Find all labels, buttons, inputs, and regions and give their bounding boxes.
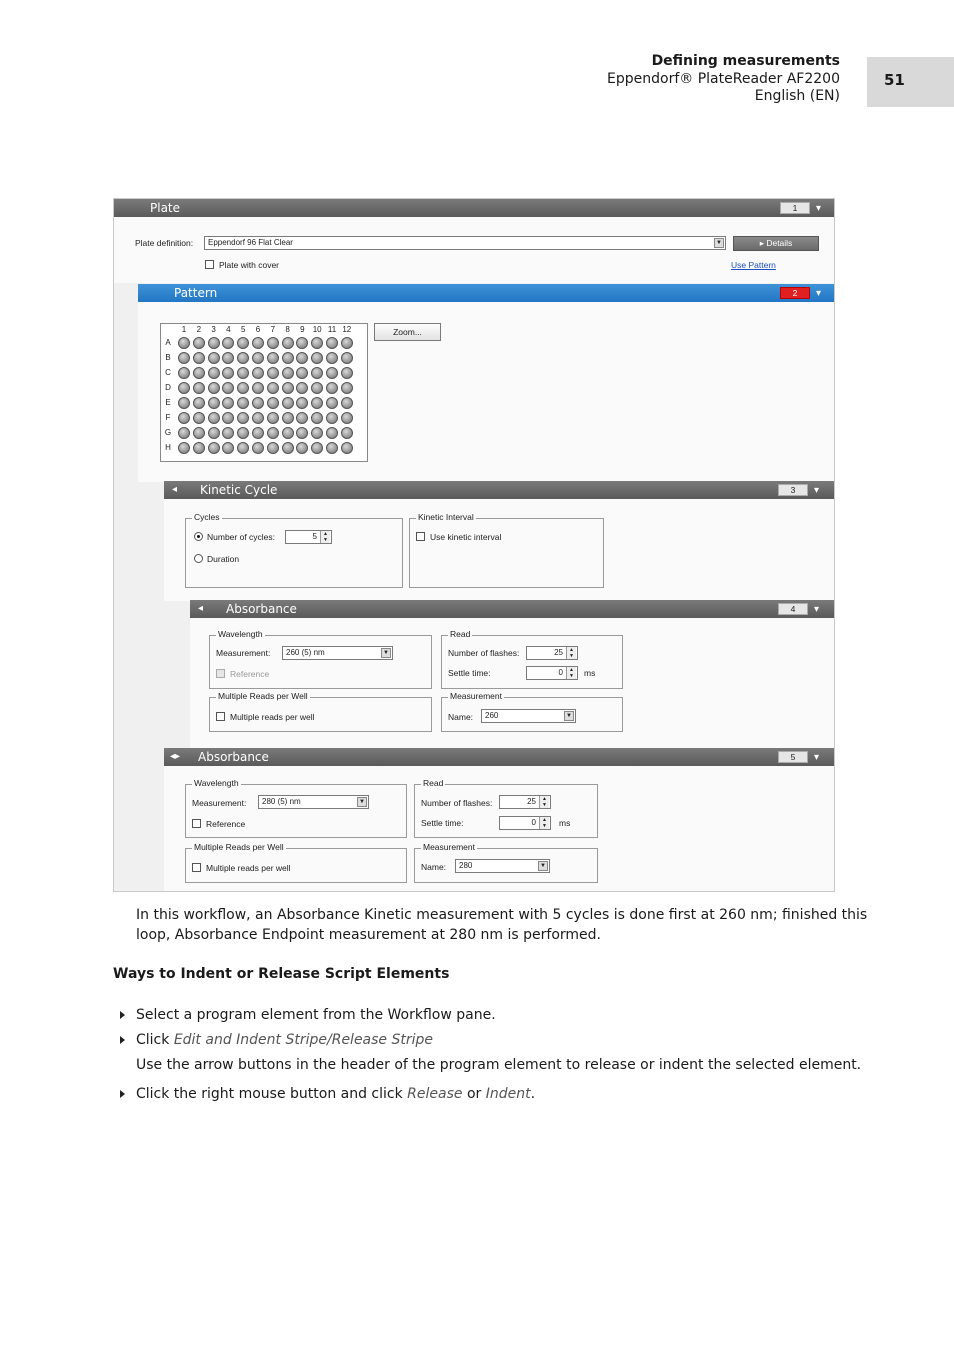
read-group-label: Read — [423, 778, 444, 788]
release-arrows-icon[interactable]: ◂▸ — [170, 751, 181, 762]
spinner-icon[interactable]: ▲ ▼ — [539, 817, 549, 829]
plate-column-label[interactable]: 2 — [196, 325, 202, 334]
plate-well[interactable] — [311, 397, 323, 409]
details-button-label: Details — [766, 238, 793, 248]
plate-well[interactable] — [237, 442, 249, 454]
caption-line-1: In this workflow, an Absorbance Kinetic measurement with 5 cycles is done first at 260 nm; finished this — [136, 907, 868, 923]
plate-well[interactable] — [193, 382, 205, 394]
chevron-down-icon[interactable]: ▾ — [816, 288, 822, 299]
plate-column-label[interactable]: 4 — [226, 325, 231, 334]
step-2-command: Edit and Indent Stripe/Release Stripe — [173, 1032, 434, 1048]
plate-well[interactable] — [178, 337, 190, 349]
chevron-down-icon[interactable]: ▾ — [814, 485, 820, 496]
product-name: Eppendorf® PlateReader AF2200 — [607, 70, 840, 87]
kinetic-interval-group-label: Kinetic Interval — [418, 512, 474, 522]
chevron-down-icon[interactable]: ▾ — [814, 604, 820, 615]
plate-well[interactable] — [326, 352, 338, 364]
chevron-down-icon[interactable]: ▾ — [814, 752, 820, 763]
use-kinetic-interval-label: Use kinetic interval — [430, 532, 502, 542]
absorbance-indented-stripe-title: Absorbance — [226, 602, 297, 616]
plate-well[interactable] — [267, 412, 279, 424]
plate-well[interactable] — [222, 427, 234, 439]
plate-column-label[interactable]: 1 — [181, 325, 187, 334]
measurement-name-select[interactable] — [455, 859, 550, 873]
measurement-name-value: 280 — [459, 861, 473, 870]
wavelength-select[interactable] — [282, 646, 393, 660]
plate-well[interactable] — [252, 397, 264, 409]
plate-well[interactable] — [222, 352, 234, 364]
plate-row-label[interactable]: C — [165, 368, 171, 377]
wavelength-select[interactable] — [258, 795, 369, 809]
plate-stripe-number: 1 — [780, 202, 810, 214]
wavelength-group-label: Wavelength — [194, 778, 239, 788]
settle-time-input[interactable] — [499, 816, 551, 830]
flashes-label: Number of flashes: — [448, 648, 520, 658]
plate-column-label[interactable]: 11 — [327, 325, 337, 334]
plate-well[interactable] — [222, 397, 234, 409]
name-label: Name: — [448, 712, 474, 722]
plate-well[interactable] — [341, 367, 353, 379]
plate-well[interactable] — [267, 367, 279, 379]
plate-row-label[interactable]: A — [165, 338, 171, 347]
settle-time-unit: ms — [559, 818, 571, 828]
read-group-label: Read — [450, 629, 471, 639]
plate-definition-value: Eppendorf 96 Flat Clear — [208, 238, 293, 247]
kinetic-panel — [164, 499, 835, 601]
bullet-triangle-icon — [120, 1090, 125, 1098]
plate-well[interactable] — [311, 382, 323, 394]
plate-well[interactable] — [282, 367, 294, 379]
indent-arrow-icon[interactable]: ◂ — [198, 603, 204, 614]
plate-well[interactable] — [267, 427, 279, 439]
plate-well[interactable] — [267, 352, 279, 364]
details-button[interactable] — [733, 236, 819, 251]
multiple-reads-group — [185, 842, 407, 883]
plate-well[interactable] — [252, 412, 264, 424]
plate-well[interactable] — [326, 337, 338, 349]
step-3-end: . — [530, 1086, 536, 1102]
bullet-triangle-icon — [120, 1011, 125, 1019]
plate-column-label[interactable]: 5 — [240, 325, 246, 334]
page-header — [607, 53, 840, 106]
plate-well[interactable] — [326, 427, 338, 439]
plate-well[interactable] — [282, 337, 294, 349]
language-label: English (EN) — [754, 88, 840, 104]
plate-well[interactable] — [311, 427, 323, 439]
dropdown-arrow-icon[interactable]: ▼ — [357, 797, 367, 807]
plate-well[interactable] — [252, 352, 264, 364]
plate-well[interactable] — [282, 352, 294, 364]
plate-well[interactable] — [311, 352, 323, 364]
kinetic-stripe-number: 3 — [778, 484, 808, 496]
plate-well[interactable] — [178, 442, 190, 454]
plate-well[interactable] — [208, 412, 220, 424]
plate-column-label[interactable]: 8 — [285, 325, 290, 334]
plate-with-cover-label: Plate with cover — [219, 260, 279, 270]
plate-well[interactable] — [296, 337, 308, 349]
wavelength-group — [185, 778, 407, 838]
settle-time-value: 0 — [558, 668, 563, 677]
bullet-triangle-icon — [120, 1036, 125, 1044]
step-3 — [136, 1084, 535, 1104]
plate-column-label[interactable]: 10 — [312, 325, 322, 334]
plate-well[interactable] — [267, 442, 279, 454]
flashes-value: 25 — [554, 648, 563, 657]
number-of-cycles-radio[interactable] — [194, 532, 203, 541]
measurement-name-group-label: Measurement — [423, 842, 475, 852]
cycles-group — [185, 512, 403, 588]
plate-well[interactable] — [326, 367, 338, 379]
plate-well[interactable] — [296, 427, 308, 439]
step-1: Select a program element from the Workflow pane. — [136, 1007, 496, 1023]
plate-well[interactable] — [193, 397, 205, 409]
plate-well[interactable] — [178, 427, 190, 439]
step-3-indent: Indent — [485, 1086, 531, 1102]
plate-well[interactable] — [208, 352, 220, 364]
plate-well[interactable] — [222, 367, 234, 379]
plate-panel — [114, 217, 835, 283]
plate-well[interactable] — [193, 337, 205, 349]
plate-definition-select[interactable] — [204, 236, 726, 250]
measurement-name-value: 260 — [485, 711, 499, 720]
plate-well[interactable] — [193, 352, 205, 364]
plate-well[interactable] — [282, 427, 294, 439]
spinner-icon[interactable]: ▲ ▼ — [566, 667, 576, 679]
page-number: 51 — [884, 71, 905, 89]
microplate-grid[interactable] — [160, 323, 368, 462]
spinner-icon[interactable]: ▲ ▼ — [566, 647, 576, 659]
reference-label: Reference — [206, 819, 246, 829]
plate-well[interactable] — [296, 412, 308, 424]
plate-row-label[interactable]: E — [165, 398, 171, 407]
absorbance-indented-stripe-number: 4 — [778, 603, 808, 615]
flashes-input[interactable] — [526, 646, 578, 660]
plate-well[interactable] — [311, 367, 323, 379]
wavelength-group — [209, 629, 432, 689]
plate-well[interactable] — [222, 412, 234, 424]
section-heading: Ways to Indent or Release Script Elements — [113, 966, 450, 982]
number-of-cycles-input[interactable] — [285, 530, 332, 544]
read-group — [441, 629, 623, 689]
reference-checkbox[interactable] — [192, 819, 201, 828]
plate-well[interactable] — [326, 412, 338, 424]
workflow-screenshot — [113, 198, 835, 892]
plate-well[interactable] — [237, 367, 249, 379]
plate-row-label[interactable]: G — [164, 428, 172, 437]
plate-with-cover-checkbox[interactable] — [205, 260, 214, 269]
plate-well[interactable] — [296, 352, 308, 364]
plate-well[interactable] — [193, 442, 205, 454]
settle-time-label: Settle time: — [421, 818, 464, 828]
absorbance-indented-stripe-header[interactable] — [190, 600, 835, 618]
plate-well[interactable] — [296, 382, 308, 394]
plate-column-label[interactable]: 7 — [270, 325, 276, 334]
measurement-label: Measurement: — [216, 648, 271, 658]
multiple-reads-group-label: Multiple Reads per Well — [194, 842, 284, 852]
use-kinetic-interval-checkbox[interactable] — [416, 532, 425, 541]
absorbance-panel — [164, 766, 835, 892]
indent-arrow-icon[interactable]: ◂ — [172, 484, 178, 495]
number-of-cycles-value: 5 — [312, 532, 317, 541]
chapter-title: Defining measurements — [651, 53, 840, 69]
absorbance-indented-panel — [190, 618, 835, 748]
plate-well[interactable] — [326, 397, 338, 409]
pattern-stripe-header[interactable] — [138, 284, 835, 302]
plate-row-label[interactable]: F — [165, 413, 171, 422]
plate-well[interactable] — [252, 337, 264, 349]
settle-time-label: Settle time: — [448, 668, 491, 678]
spinner-icon[interactable]: ▲ ▼ — [539, 796, 549, 808]
multiple-reads-label: Multiple reads per well — [206, 863, 291, 873]
plate-row-label[interactable]: D — [165, 383, 171, 392]
plate-well[interactable] — [178, 367, 190, 379]
name-label: Name: — [421, 862, 447, 872]
read-group — [414, 778, 598, 838]
multiple-reads-checkbox[interactable] — [192, 863, 201, 872]
measurement-name-group — [414, 842, 598, 883]
plate-well[interactable] — [178, 397, 190, 409]
plate-well[interactable] — [341, 442, 353, 454]
plate-well[interactable] — [193, 412, 205, 424]
plate-well[interactable] — [311, 442, 323, 454]
absorbance-stripe-title: Absorbance — [198, 750, 269, 764]
caption-line-2: loop, Absorbance Endpoint measurement at 280 nm is performed. — [136, 927, 602, 943]
step-3-or: or — [462, 1086, 486, 1102]
absorbance-stripe-header[interactable] — [164, 748, 835, 766]
plate-well[interactable] — [341, 337, 353, 349]
plate-well[interactable] — [178, 352, 190, 364]
use-pattern-link[interactable]: Use Pattern — [731, 260, 776, 270]
step-2-prefix: Click — [136, 1032, 174, 1048]
plate-row-label[interactable]: H — [165, 443, 171, 452]
plate-well[interactable] — [222, 337, 234, 349]
duration-label: Duration — [207, 554, 240, 564]
settle-time-input[interactable] — [526, 666, 578, 680]
plate-column-label[interactable]: 3 — [211, 325, 216, 334]
plate-column-label[interactable]: 9 — [300, 325, 305, 334]
plate-well[interactable] — [237, 352, 249, 364]
cycles-group-label: Cycles — [194, 512, 220, 522]
step-3-release: Release — [407, 1086, 463, 1102]
plate-well[interactable] — [208, 367, 220, 379]
plate-well[interactable] — [267, 382, 279, 394]
kinetic-stripe-header[interactable] — [164, 481, 835, 499]
plate-well[interactable] — [208, 442, 220, 454]
dropdown-arrow-icon[interactable]: ▼ — [714, 238, 724, 248]
plate-well[interactable] — [311, 337, 323, 349]
spinner-icon[interactable]: ▲ ▼ — [320, 531, 330, 543]
step-2 — [136, 1030, 433, 1050]
plate-well[interactable] — [222, 382, 234, 394]
plate-well[interactable] — [252, 442, 264, 454]
plate-well[interactable] — [208, 427, 220, 439]
measurement-label: Measurement: — [192, 798, 247, 808]
plate-row-label[interactable]: B — [165, 353, 171, 362]
plate-well[interactable] — [237, 427, 249, 439]
plate-well[interactable] — [252, 382, 264, 394]
reference-label: Reference — [230, 669, 270, 679]
number-of-cycles-label: Number of cycles: — [207, 532, 276, 542]
zoom-button[interactable]: Zoom... — [374, 323, 441, 341]
duration-radio[interactable] — [194, 554, 203, 563]
chevron-down-icon[interactable]: ▾ — [816, 203, 822, 214]
plate-well[interactable] — [296, 442, 308, 454]
multiple-reads-checkbox[interactable] — [216, 712, 225, 721]
plate-well[interactable] — [326, 442, 338, 454]
wavelength-value: 280 (5) nm — [262, 797, 301, 806]
plate-well[interactable] — [282, 412, 294, 424]
plate-column-label[interactable]: 12 — [342, 325, 352, 334]
reference-checkbox[interactable] — [216, 669, 225, 678]
plate-well[interactable] — [341, 412, 353, 424]
plate-well[interactable] — [341, 397, 353, 409]
wavelength-value: 260 (5) nm — [286, 648, 325, 657]
measurement-name-group-label: Measurement — [450, 691, 502, 701]
dropdown-arrow-icon[interactable]: ▼ — [538, 861, 548, 871]
settle-time-unit: ms — [584, 668, 596, 678]
plate-well[interactable] — [178, 382, 190, 394]
plate-well[interactable] — [193, 367, 205, 379]
plate-well[interactable] — [311, 412, 323, 424]
measurement-name-select[interactable] — [481, 709, 576, 723]
plate-well[interactable] — [296, 367, 308, 379]
pattern-stripe-title: Pattern — [174, 286, 218, 300]
flashes-label: Number of flashes: — [421, 798, 493, 808]
plate-well[interactable] — [208, 382, 220, 394]
plate-well[interactable] — [237, 412, 249, 424]
figure-caption — [136, 905, 867, 945]
plate-well[interactable] — [282, 442, 294, 454]
multiple-reads-group-label: Multiple Reads per Well — [218, 691, 308, 701]
plate-well[interactable] — [341, 352, 353, 364]
plate-well[interactable] — [193, 427, 205, 439]
plate-well[interactable] — [252, 427, 264, 439]
kinetic-interval-group — [409, 512, 604, 588]
page-number-box — [867, 57, 954, 107]
flashes-input[interactable] — [499, 795, 551, 809]
plate-well[interactable] — [208, 337, 220, 349]
plate-well[interactable] — [341, 427, 353, 439]
kinetic-stripe-title: Kinetic Cycle — [200, 483, 278, 497]
step-3-prefix: Click the right mouse button and click — [136, 1086, 408, 1102]
settle-time-value: 0 — [531, 818, 536, 827]
details-arrow-icon: ▸ — [759, 238, 767, 248]
plate-well[interactable] — [267, 397, 279, 409]
plate-well[interactable] — [237, 382, 249, 394]
plate-stripe-header[interactable] — [114, 199, 835, 217]
dropdown-arrow-icon[interactable]: ▼ — [564, 711, 574, 721]
plate-well[interactable] — [252, 367, 264, 379]
flashes-value: 25 — [527, 797, 536, 806]
plate-well[interactable] — [237, 397, 249, 409]
plate-well[interactable] — [296, 397, 308, 409]
plate-well[interactable] — [282, 397, 294, 409]
wavelength-group-label: Wavelength — [218, 629, 263, 639]
plate-well[interactable] — [208, 397, 220, 409]
multiple-reads-label: Multiple reads per well — [230, 712, 315, 722]
pattern-panel — [138, 302, 835, 482]
dropdown-arrow-icon[interactable]: ▼ — [381, 648, 391, 658]
plate-definition-label: Plate definition: — [135, 238, 194, 248]
step-2-note: Use the arrow buttons in the header of the program element to release or indent the selected element. — [136, 1057, 862, 1073]
plate-well[interactable] — [237, 337, 249, 349]
plate-well[interactable] — [267, 337, 279, 349]
plate-well[interactable] — [326, 382, 338, 394]
plate-well[interactable] — [282, 382, 294, 394]
absorbance-stripe-number: 5 — [778, 751, 808, 763]
plate-well[interactable] — [341, 382, 353, 394]
plate-column-label[interactable]: 6 — [255, 325, 261, 334]
plate-stripe-title: Plate — [150, 201, 181, 215]
plate-well[interactable] — [222, 442, 234, 454]
multiple-reads-group — [209, 691, 432, 732]
measurement-name-group — [441, 691, 623, 732]
plate-well[interactable] — [178, 412, 190, 424]
pattern-stripe-number: 2 — [780, 287, 810, 299]
